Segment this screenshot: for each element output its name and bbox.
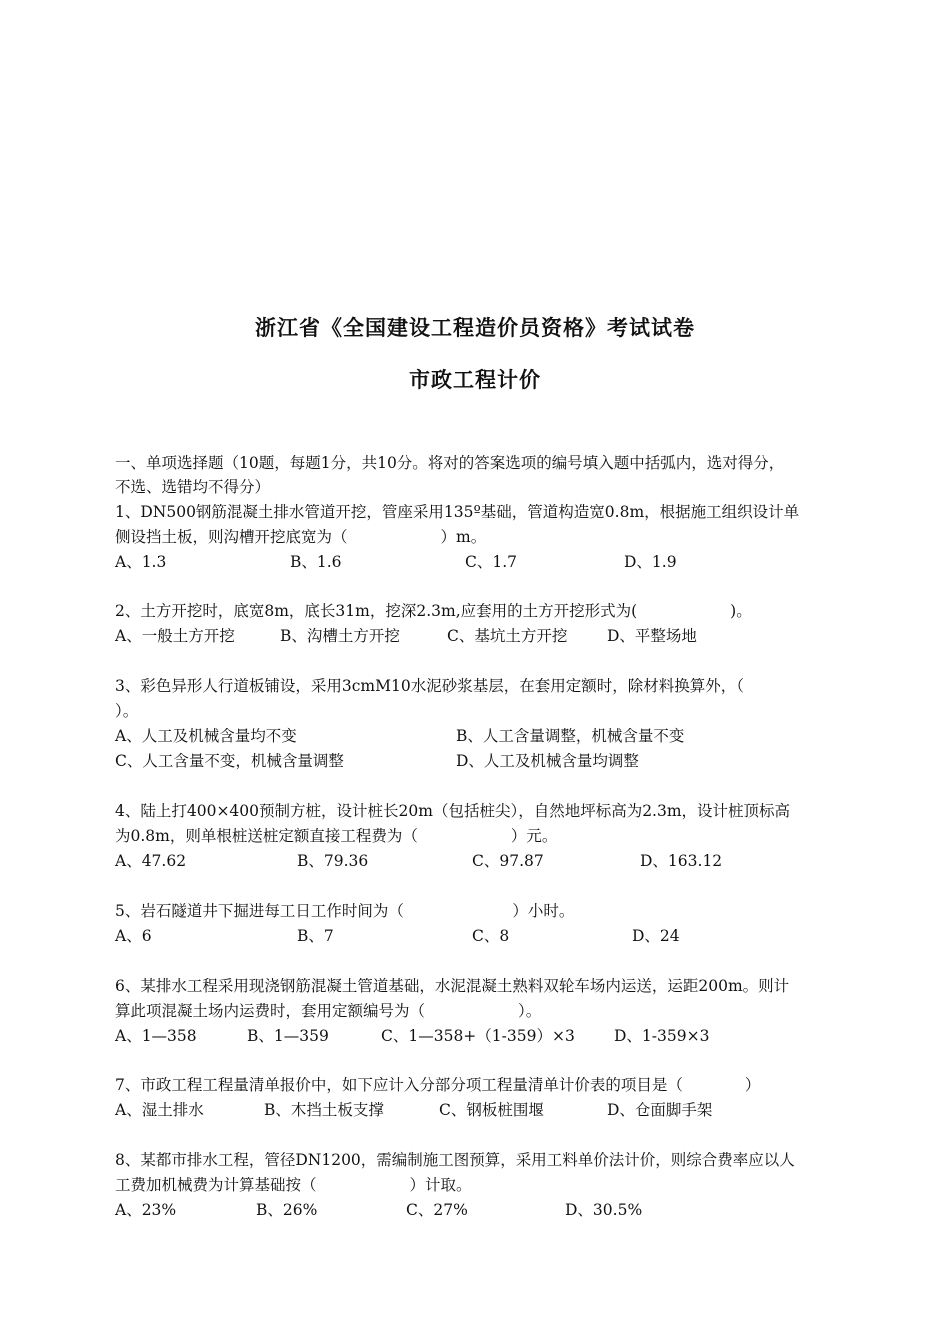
question-8-line-1: 8、某都市排水工程，管径DN1200，需编制施工图预算，采用工料单价法计价，则综合费率应以人 — [115, 1151, 795, 1169]
question-6-line-2: 算此项混凝土场内运费时，套用定额编号为（ ）。 — [115, 1002, 542, 1020]
question-5-option-b[interactable]: B、7 — [297, 927, 334, 945]
question-1-line-2: 侧设挡土板，则沟槽开挖底宽为（ ）m。 — [115, 528, 487, 546]
question-3-line-2: ）。 — [115, 702, 139, 720]
question-1-option-a[interactable]: A、1.3 — [115, 553, 167, 571]
question-8-line-2: 工费加机械费为计算基础按（ ）计取。 — [115, 1176, 472, 1194]
question-6-option-a[interactable]: A、1—358 — [115, 1027, 197, 1045]
page-title: 浙江省《全国建设工程造价员资格》考试试卷 — [255, 315, 695, 340]
question-8-option-d[interactable]: D、30.5% — [565, 1201, 643, 1219]
question-7-line-1: 7、市政工程工程量清单报价中，如下应计入分部分项工程量清单计价表的项目是（ ） — [115, 1076, 761, 1094]
question-1-option-d[interactable]: D、1.9 — [624, 553, 677, 571]
question-7-option-c[interactable]: C、钢板桩围堰 — [439, 1101, 544, 1119]
question-3-option-d[interactable]: D、人工及机械含量均调整 — [456, 752, 639, 770]
question-6-line-1: 6、某排水工程采用现浇钢筋混凝土管道基础，水泥混凝土熟料双轮车场内运送，运距200m。则计 — [115, 977, 790, 995]
page-subtitle: 市政工程计价 — [409, 367, 541, 392]
question-3-line-1: 3、彩色异形人行道板铺设，采用3cmM10水泥砂浆基层，在套用定额时，除材料换算外，（ — [115, 677, 744, 695]
question-2-option-b[interactable]: B、沟槽土方开挖 — [280, 627, 400, 645]
question-6-option-d[interactable]: D、1-359×3 — [614, 1027, 710, 1045]
section-intro-line-1: 一、单项选择题（10题，每题1分，共10分。将对的答案选项的编号填入题中括弧内，选对得分， — [115, 454, 785, 472]
question-2-option-a[interactable]: A、一般土方开挖 — [115, 627, 235, 645]
question-7-option-a[interactable]: A、湿土排水 — [115, 1101, 204, 1119]
question-6-option-c[interactable]: C、1—358+（1-359）×3 — [381, 1027, 575, 1045]
question-8-option-b[interactable]: B、26% — [256, 1201, 318, 1219]
question-4-line-1: 4、陆上打400×400预制方桩，设计桩长20m（包括桩尖），自然地坪标高为2.3m，设计桩顶标高 — [115, 802, 791, 820]
question-8-option-c[interactable]: C、27% — [406, 1201, 468, 1219]
question-3-option-b[interactable]: B、人工含量调整，机械含量不变 — [456, 727, 685, 745]
question-4-line-2: 为0.8m，则单根桩送桩定额直接工程费为（ ）元。 — [115, 827, 558, 845]
question-7-option-b[interactable]: B、木挡土板支撑 — [264, 1101, 384, 1119]
question-4-option-a[interactable]: A、47.62 — [115, 852, 187, 870]
question-7-option-d[interactable]: D、仓面脚手架 — [607, 1101, 713, 1119]
question-5-option-c[interactable]: C、8 — [472, 927, 510, 945]
question-1-option-c[interactable]: C、1.7 — [465, 553, 518, 571]
question-5-option-d[interactable]: D、24 — [632, 927, 680, 945]
question-1-line-1: 1、DN500钢筋混凝土排水管道开挖，管座采用135º基础，管道构造宽0.8m，根据施工组织设计单 — [115, 503, 800, 521]
question-5-line-1: 5、岩石隧道井下掘进每工日工作时间为（ ）小时。 — [115, 902, 575, 920]
question-2-option-d[interactable]: D、平整场地 — [607, 627, 697, 645]
question-4-option-d[interactable]: D、163.12 — [640, 852, 723, 870]
question-1-option-b[interactable]: B、1.6 — [290, 553, 342, 571]
question-4-option-b[interactable]: B、79.36 — [297, 852, 369, 870]
question-8-option-a[interactable]: A、23% — [115, 1201, 177, 1219]
question-2-option-c[interactable]: C、基坑土方开挖 — [447, 627, 568, 645]
question-3-option-a[interactable]: A、人工及机械含量均不变 — [115, 727, 297, 745]
section-intro-line-2: 不选、选错均不得分） — [115, 478, 271, 496]
question-3-option-c[interactable]: C、人工含量不变，机械含量调整 — [115, 752, 344, 770]
question-4-option-c[interactable]: C、97.87 — [472, 852, 544, 870]
question-6-option-b[interactable]: B、1—359 — [247, 1027, 329, 1045]
question-5-option-a[interactable]: A、6 — [115, 927, 152, 945]
question-2-line-1: 2、土方开挖时，底宽8m，底长31m，挖深2.3m,应套用的土方开挖形式为( )。 — [115, 602, 752, 620]
